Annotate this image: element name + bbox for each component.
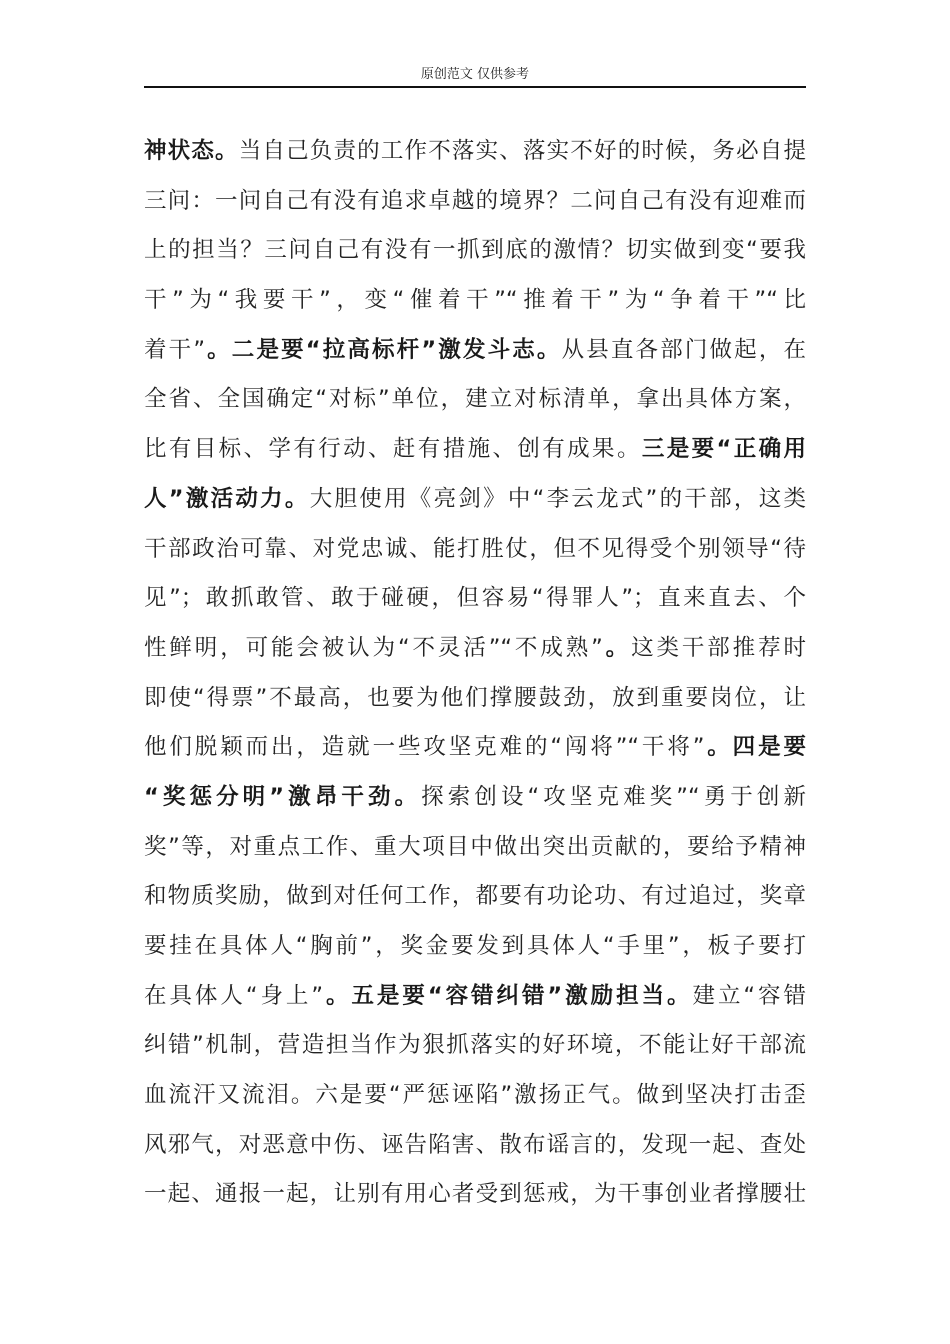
text-line	[144, 1021, 806, 1071]
text-segment: 见”；敢抓敢管、敢于碰硬，但容易“得罪人”；直来直去、个	[144, 585, 806, 612]
text-line	[144, 922, 806, 972]
bold-text-segment: 。四是要	[704, 734, 806, 761]
text-segment: 一起、通报一起，让别有用心者受到惩戒，为干事创业者撑腰壮	[144, 1181, 806, 1208]
text-segment: 这类干部推荐时	[631, 634, 806, 661]
text-line	[144, 177, 806, 227]
text-line	[144, 226, 806, 276]
text-segment: 性鲜明，可能会被认为“不灵活”“不成熟”	[144, 634, 603, 661]
text-segment: 风邪气，对恶意中伤、诬告陷害、散布谣言的，发现一起、查处	[144, 1131, 806, 1158]
text-line	[144, 326, 806, 376]
text-segment: 探索创设“攻坚克难奖”“勇于创新	[421, 783, 806, 810]
text-segment: 他们脱颖而出，造就一些攻坚克难的“闯将”“干将”	[144, 734, 705, 761]
bold-text-segment: 神状态。	[144, 138, 239, 164]
text-line	[144, 1121, 806, 1171]
text-segment: 纠错”机制，营造担当作为狠抓落实的好环境，不能让好干部流	[144, 1032, 806, 1059]
text-line	[144, 773, 806, 823]
text-line	[144, 723, 806, 773]
text-line	[144, 624, 806, 674]
bold-text-segment: 。五是要“容错纠错”激励担当。	[323, 982, 693, 1009]
text-line	[144, 276, 806, 326]
text-segment: 要挂在具体人“胸前”，奖金要发到具体人“手里”，板子要打	[144, 933, 806, 959]
text-line	[144, 1071, 806, 1121]
text-segment: 和物质奖励，做到对任何工作，都要有功论功、有过追过，奖章	[144, 883, 806, 910]
body-text	[144, 127, 806, 1220]
text-segment: 血流汗又流泪。六是要“严惩诬陷”激扬正气。做到坚决打击歪	[144, 1082, 806, 1109]
text-line	[144, 475, 806, 525]
page-header: 原创范文 仅供参考	[144, 64, 806, 88]
text-line	[144, 574, 806, 624]
text-line	[144, 425, 806, 475]
text-line	[144, 972, 806, 1022]
text-line	[144, 127, 806, 177]
text-segment: 当自己负责的工作不落实、落实不好的时候，务必自提	[238, 138, 806, 164]
text-segment: 干”为“我要干”，变“催着干”“推着干”为“争着干”“比	[144, 287, 806, 314]
text-line	[144, 823, 806, 873]
text-segment: 奖”等，对重点工作、重大项目中做出突出贡献的，要给予精神	[144, 833, 806, 860]
bold-text-segment: 三是要“正确用	[641, 436, 806, 463]
text-segment: 从县直各部门做起，在	[561, 336, 806, 363]
text-segment: 建立“容错	[692, 982, 806, 1009]
bold-text-segment: 人”激活动力。	[144, 485, 310, 512]
text-line	[144, 872, 806, 922]
bold-text-segment: “奖惩分明”激昂干劲。	[144, 783, 422, 810]
text-line	[144, 674, 806, 724]
text-segment: 大胆使用《亮剑》中“李云龙式”的干部，这类	[309, 485, 806, 512]
text-segment: 着干”	[144, 336, 205, 363]
text-segment: 在具体人“身上”	[144, 982, 324, 1009]
text-line	[144, 525, 806, 575]
text-segment: 比有目标、学有行动、赶有措施、创有成果。	[144, 436, 642, 463]
text-segment: 三问：一问自己有没有追求卓越的境界？二问自己有没有迎难而	[144, 187, 806, 214]
text-segment: 上的担当？三问自己有没有一抓到底的激情？切实做到变“要我	[144, 237, 806, 264]
text-line	[144, 375, 806, 425]
text-segment: 即使“得票”不最高，也要为他们撑腰鼓劲，放到重要岗位，让	[144, 684, 806, 711]
text-segment: 干部政治可靠、对党忠诚、能打胜仗，但不见得受个别领导“待	[144, 535, 806, 562]
bold-text-segment: 。二是要“拉高标杆”激发斗志。	[204, 336, 562, 363]
text-line	[144, 1170, 806, 1220]
text-segment: 全省、全国确定“对标”单位，建立对标清单，拿出具体方案，	[144, 386, 806, 413]
bold-text-segment: 。	[602, 634, 632, 661]
